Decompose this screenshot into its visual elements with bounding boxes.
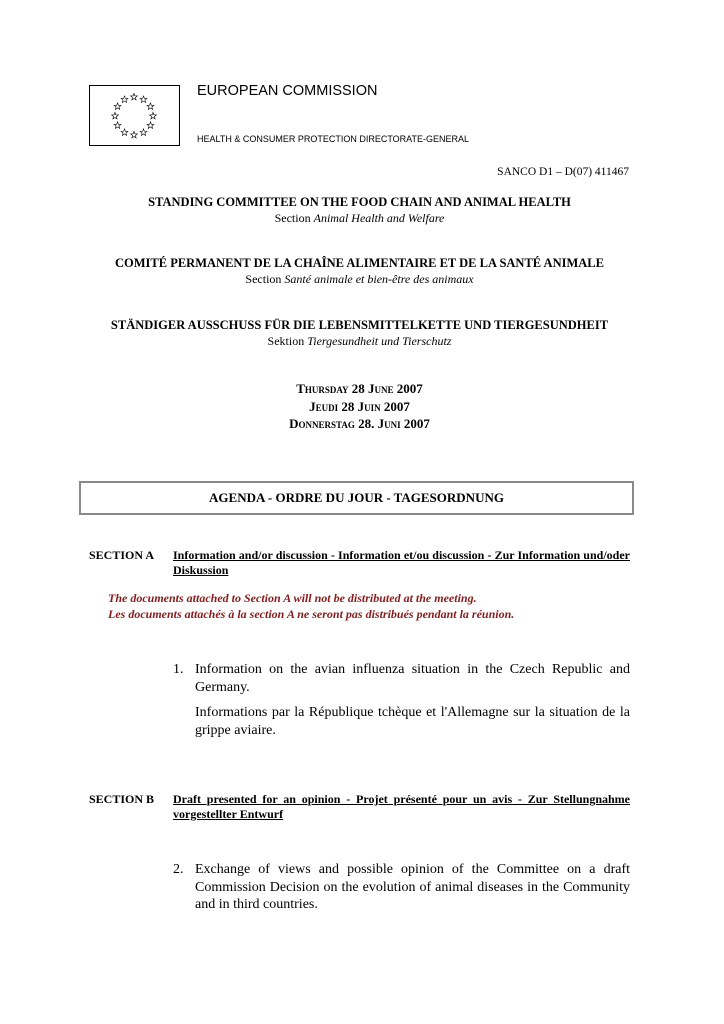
star-icon (147, 122, 154, 129)
committee-en (89, 195, 630, 226)
section-a-title: Information and/or discussion - Information et/ou discussion - Zur Information und/oder Diskussion (173, 548, 630, 577)
star-icon (150, 112, 157, 119)
section-b-title: Draft presented for an opinion - Projet présenté pour un avis - Zur Stellungnahme vorgestellter Entwurf (173, 792, 630, 821)
notice-fr: Les documents attachés à la section A ne seront pas distribués pendant la réunion. (108, 606, 515, 621)
date-fr: Jeudi 28 Juin 2007 (309, 398, 410, 414)
committee-title: STANDING COMMITTEE ON THE FOOD CHAIN AND ANIMAL HEALTH (148, 195, 571, 209)
agenda-title-box (79, 481, 634, 515)
institution-name: EUROPEAN COMMISSION (197, 83, 378, 99)
committee-section: Section Animal Health and Welfare (274, 210, 445, 225)
item-number: 1. (173, 662, 184, 677)
document-reference: SANCO D1 – D(07) 411467 (497, 166, 629, 178)
star-icon (121, 129, 128, 136)
date-de: Donnerstag 28. Juni 2007 (289, 416, 430, 431)
star-icon (112, 112, 119, 119)
date-en: Thursday 28 June 2007 (296, 381, 423, 396)
eu-stars-circle (90, 86, 179, 145)
eu-flag-stars-icon (89, 85, 180, 146)
star-icon (140, 96, 147, 103)
star-icon (114, 122, 121, 129)
item-text-en: Information on the avian influenza situation in the Czech Republic and Germany. (195, 662, 630, 695)
agenda-item-2 (173, 861, 630, 922)
agenda-title: AGENDA - ORDRE DU JOUR - TAGESORDNUNG (209, 490, 504, 505)
star-icon (140, 129, 147, 136)
star-icon (147, 103, 154, 110)
committee-title: STÄNDIGER AUSSCHUSS FÜR DIE LEBENSMITTELKETTE UND TIERGESUNDHEIT (110, 318, 609, 332)
committee-fr (89, 256, 630, 287)
star-icon (121, 96, 128, 103)
committee-de (89, 318, 630, 349)
directorate-name: HEALTH & CONSUMER PROTECTION DIRECTORATE-GENERAL (197, 134, 470, 144)
item-text-fr: Informations par la République tchèque et l'Allemagne sur la situation de la grippe aviaire. (195, 705, 630, 738)
star-icon (131, 131, 138, 138)
notice-en: The documents attached to Section A will not be distributed at the meeting. (108, 591, 477, 605)
item-text-en: Exchange of views and possible opinion of the Committee on a draft Commission Decision on the evolution of animal diseases in the Community and in third countries. (195, 862, 630, 912)
star-icon (114, 103, 121, 110)
meeting-dates (89, 380, 630, 433)
committee-title: COMITÉ PERMANENT DE LA CHAÎNE ALIMENTAIRE ET DE LA SANTÉ ANIMALE (115, 256, 604, 270)
agenda-item-1 (173, 661, 630, 747)
section-a-label: SECTION A (89, 548, 155, 562)
committee-section: Sektion Tiergesundheit und Tierschutz (267, 333, 452, 348)
committee-section: Section Santé animale et bien-être des animaux (245, 271, 474, 286)
star-icon (131, 93, 138, 100)
section-a-notice (108, 591, 638, 622)
section-b-label: SECTION B (89, 792, 155, 806)
item-number: 2. (173, 862, 184, 877)
